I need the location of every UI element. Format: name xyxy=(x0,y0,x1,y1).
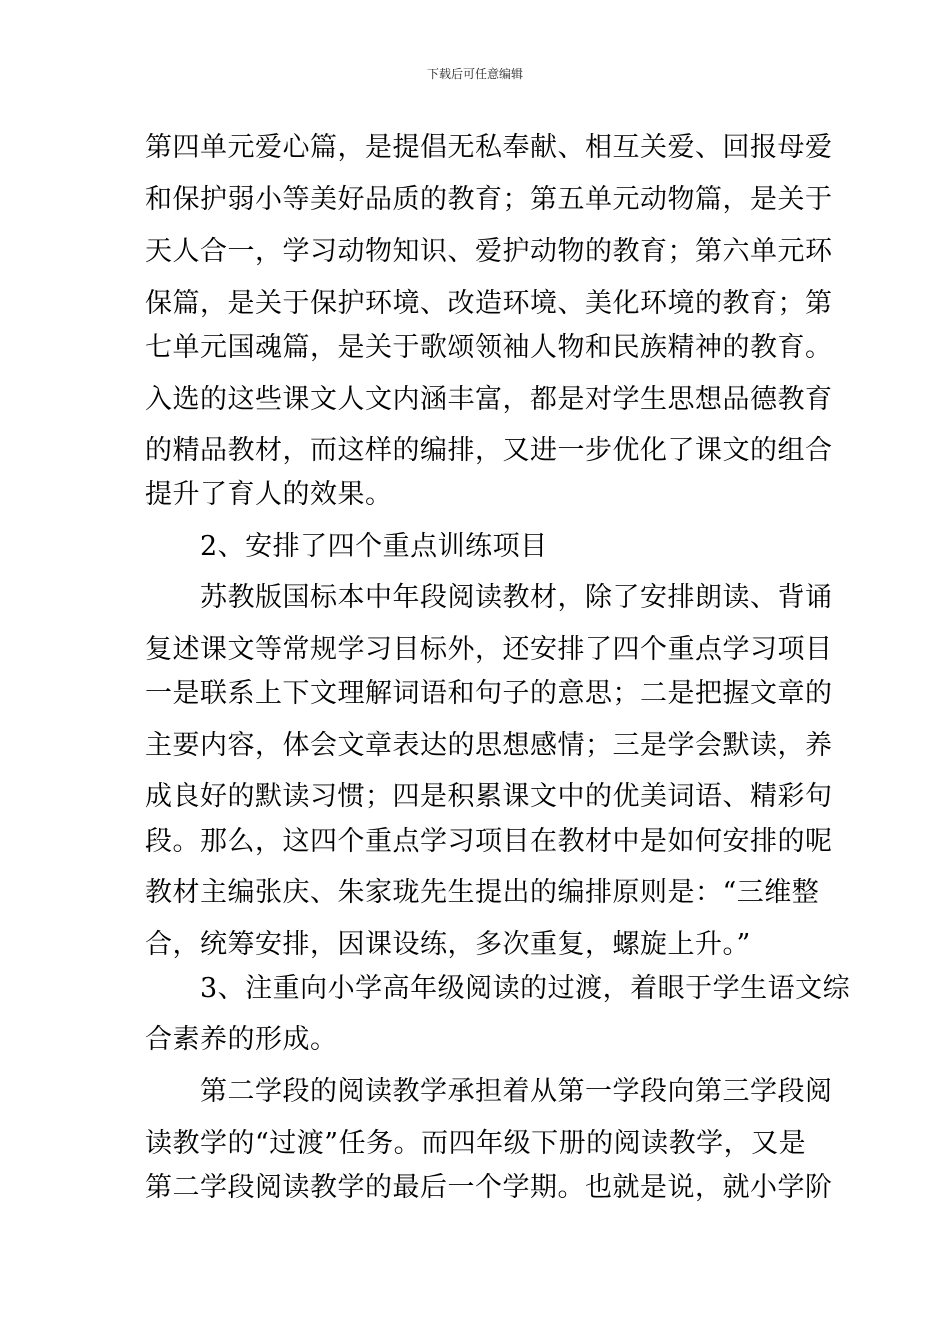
text-line: 合，统筹安排，因课设练，多次重复，螺旋上升。” xyxy=(145,929,751,960)
section-heading: 合素养的形成。 xyxy=(145,1024,338,1055)
text-line: 段。那么，这四个重点学习项目在教材中是如何安排的呢 xyxy=(145,826,833,857)
text-line: 苏教版国标本中年段阅读教材，除了安排朗读、背诵 xyxy=(145,582,833,613)
section-heading: 2、安排了四个重点训练项目 xyxy=(145,531,548,562)
text-line: 提升了育人的效果。 xyxy=(145,479,393,510)
text-line: 天人合一，学习动物知识、爱护动物的教育；第六单元环 xyxy=(145,236,833,267)
text-line: 复述课文等常规学习目标外，还安排了四个重点学习项目 xyxy=(145,634,833,665)
text-line: 主要内容，体会文章表达的思想感情；三是学会默读，养 xyxy=(145,730,833,761)
text-line: 读教学的“过渡”任务。而四年级下册的阅读教学，又是 xyxy=(145,1128,807,1159)
text-line: 和保护弱小等美好品质的教育；第五单元动物篇，是关于 xyxy=(145,184,833,215)
text-line: 保篇，是关于保护环境、改造环境、美化环境的教育；第 xyxy=(145,288,833,319)
page-header: 下载后可任意编辑 xyxy=(426,67,523,81)
text-line: 七单元国魂篇，是关于歌颂领袖人物和民族精神的教育。 xyxy=(145,332,833,363)
text-line: 一是联系上下文理解词语和句子的意思；二是把握文章的 xyxy=(145,678,833,709)
text-line: 第四单元爱心篇，是提倡无私奉献、相互关爱、回报母爱 xyxy=(145,132,833,163)
text-line: 入选的这些课文人文内涵丰富，都是对学生思想品德教育 xyxy=(145,384,833,415)
text-line: 的精品教材，而这样的编排，又进一步优化了课文的组合 xyxy=(145,435,833,466)
text-line: 成良好的默读习惯；四是积累课文中的优美词语、精彩句 xyxy=(145,781,833,812)
text-line: 第二学段阅读教学的最后一个学期。也就是说，就小学阶 xyxy=(145,1172,833,1203)
text-line: 第二学段的阅读教学承担着从第一学段向第三学段阅 xyxy=(145,1076,833,1107)
text-line: 教材主编张庆、朱家珑先生提出的编排原则是：“三维整 xyxy=(145,877,820,908)
section-heading: 3、注重向小学高年级阅读的过渡，着眼于学生语文综 xyxy=(145,973,851,1004)
